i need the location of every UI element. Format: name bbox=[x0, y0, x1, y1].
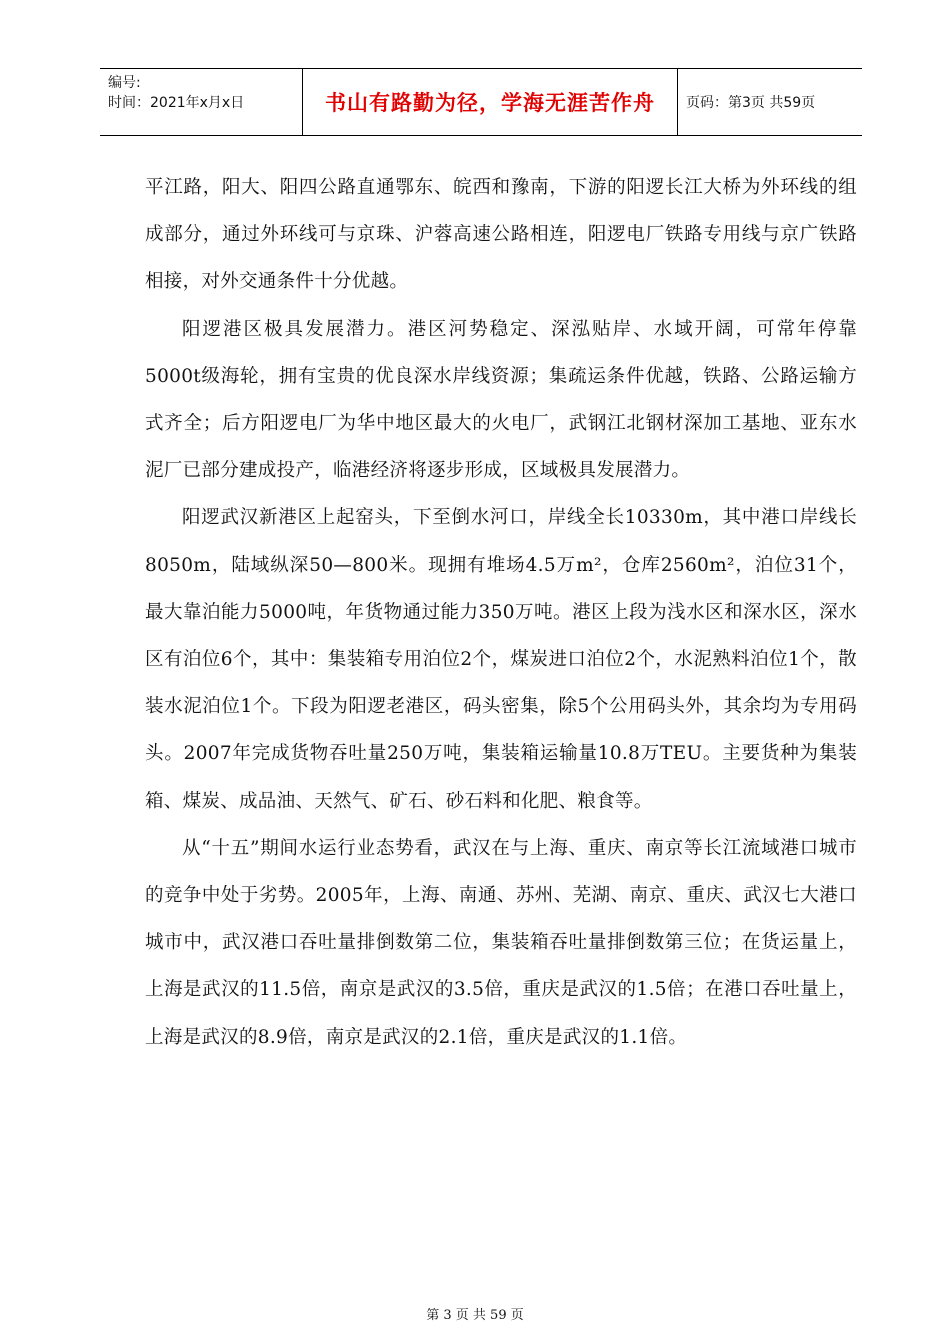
document-body bbox=[145, 164, 857, 1061]
header-meta bbox=[100, 69, 302, 135]
paragraph-competition: 从“十五”期间水运行业态势看，武汉在与上海、重庆、南京等长江流域港口城市的竞争中处于劣势。2005年，上海、南通、苏州、芜湖、南京、重庆、武汉七大港口城市中，武汉港口吞吐量排倒数第二位，集装箱吞吐量排倒数第三位；在货运量上，上海是武汉的11.5倍，南京是武汉的3.5倍，重庆是武汉的1.5倍；在港口吞吐量上，上海是武汉的8.9倍，南京是武汉的2.1倍，重庆是武汉的1.1倍。 bbox=[145, 837, 857, 1048]
paragraph-new-port-area: 阳逻武汉新港区上起窑头，下至倒水河口，岸线全长10330m，其中港口岸线长8050m，陆域纵深50—800米。现拥有堆场4.5万m²，仓库2560m²，泊位31个，最大靠泊能力5000吨，年货物通过能力350万吨。港区上段为浅水区和深水区，深水区有泊位6个，其中：集装箱专用泊位2个，煤炭进口泊位2个，水泥熟料泊位1个，散装水泥泊位1个。下段为阳逻老港区，码头密集，除5个公用码头外，其余均为专用码头。2007年完成货物吞吐量250万吨，集装箱运输量10.8万TEU。主要货种为集装箱、煤炭、成品油、天然气、矿石、砂石料和化肥、粮食等。 bbox=[145, 507, 857, 812]
page-header bbox=[100, 68, 862, 136]
time-label: 时间：2021年x月x日 bbox=[108, 95, 245, 111]
page-footer: 第 3 页 共 59 页 bbox=[426, 1308, 524, 1323]
paragraph-yangluo-potential: 阳逻港区极具发展潜力。港区河势稳定、深泓贴岸、水域开阔，可常年停靠5000t级海轮，拥有宝贵的优良深水岸线资源；集疏运条件优越，铁路、公路运输方式齐全；后方阳逻电厂为华中地区最大的火电厂，武钢江北钢材深加工基地、亚东水泥厂已部分建成投产，临港经济将逐步形成，区域极具发展潜力。 bbox=[145, 318, 857, 482]
header-page-code: 页码：第3页 共59页 bbox=[686, 95, 816, 111]
paragraph-continuation: 平江路，阳大、阳四公路直通鄂东、皖西和豫南，下游的阳逻长江大桥为外环线的组成部分，通过外环线可与京珠、沪蓉高速公路相连，阳逻电厂铁路专用线与京广铁路相接，对外交通条件十分优越。 bbox=[145, 177, 857, 293]
header-motto: 书山有路勤为径，学海无涯苦作舟 bbox=[302, 69, 678, 135]
number-label: 编号: bbox=[108, 75, 141, 91]
